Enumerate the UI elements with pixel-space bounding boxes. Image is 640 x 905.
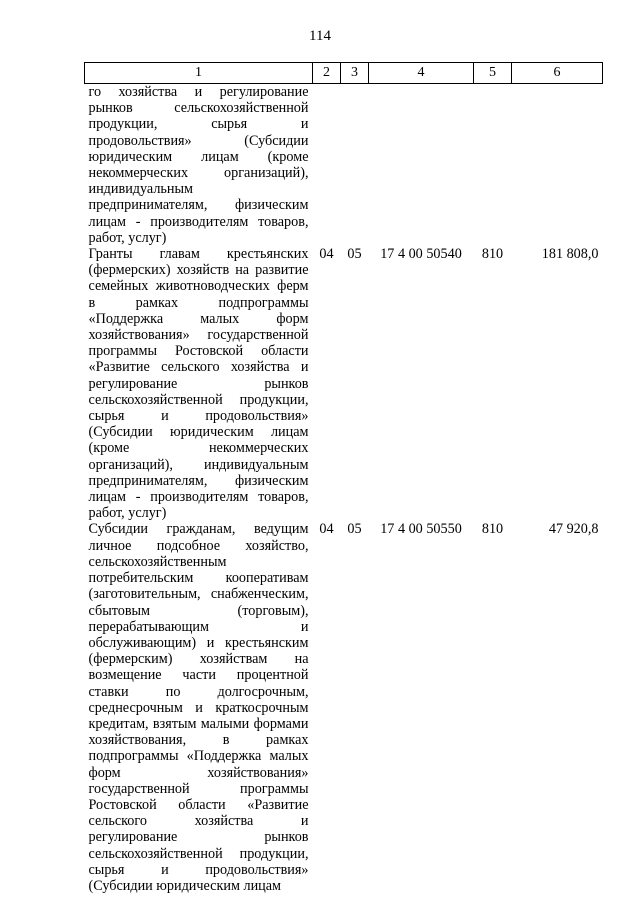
header-col-4: 4: [369, 63, 474, 84]
row-expense-type: 810: [481, 246, 504, 263]
row-subsection: 05: [347, 246, 362, 263]
row-target-code: 17 4 00 50540: [380, 246, 462, 263]
budget-table: [84, 62, 603, 894]
row-description: Гранты главам крестьянских (фермерских) хозяйств на развитие семейных животноводческих ферм в рамках подпрограммы «Поддержка малых форм хозяйствования» государственной программы Ростовской области «Развитие сельского хозяйства и регулирование рынков сельскохозяйственной продукции, сырья и продовольствия» (Субсидии юридическим лицам (кроме некоммерческих организаций), индивидуальным предпринимателям, физическим лицам - производителям товаров, работ, услуг): [88, 246, 309, 522]
row-expense-type: [474, 84, 512, 247]
header-col-1: 1: [85, 63, 313, 84]
table-row: [85, 246, 603, 521]
header-col-2: 2: [313, 63, 341, 84]
row-amount: [512, 84, 603, 247]
row-section: 04: [319, 246, 334, 263]
row-section: [313, 84, 341, 247]
row-amount: 47 920,8: [548, 521, 599, 538]
table-row: [85, 521, 603, 894]
row-expense-type: 810: [481, 521, 504, 538]
row-subsection: 05: [347, 521, 362, 538]
row-target-code: [369, 84, 474, 247]
header-col-6: 6: [512, 63, 603, 84]
row-section: 04: [319, 521, 334, 538]
row-description: го хозяйства и регулирование рынков сельскохозяйственной продукции, сырья и продовольствия» (Субсидии юридическим лицам (кроме некоммерческих организаций), индивидуальным предпринимателям, физическим лицам - производителям товаров, работ, услуг): [88, 84, 309, 246]
page-number: 114: [309, 28, 331, 44]
row-amount: 181 808,0: [541, 246, 599, 263]
header-col-5: 5: [474, 63, 512, 84]
row-target-code: 17 4 00 50550: [380, 521, 462, 538]
header-col-3: 3: [341, 63, 369, 84]
table-row: [85, 84, 603, 247]
table-header-row: [85, 63, 603, 84]
row-description: Субсидии гражданам, ведущим личное подсобное хозяйство, сельскохозяйственным потребительским кооперативам (заготовительным, снабженческим, сбытовым (торговым), перерабатывающим и обслуживающим) и крестьянским (фермерским) хозяйствам на возмещение части процентной ставки по долгосрочным, среднесрочным и краткосрочным кредитам, взятым малыми формами хозяйствования, в рамках подпрограммы «Поддержка малых форм хозяйствования» государственной программы Ростовской области «Развитие сельского хозяйства и регулирование рынков сельскохозяйственной продукции, сырья и продовольствия» (Субсидии юридическим лицам: [88, 521, 309, 894]
row-subsection: [341, 84, 369, 247]
